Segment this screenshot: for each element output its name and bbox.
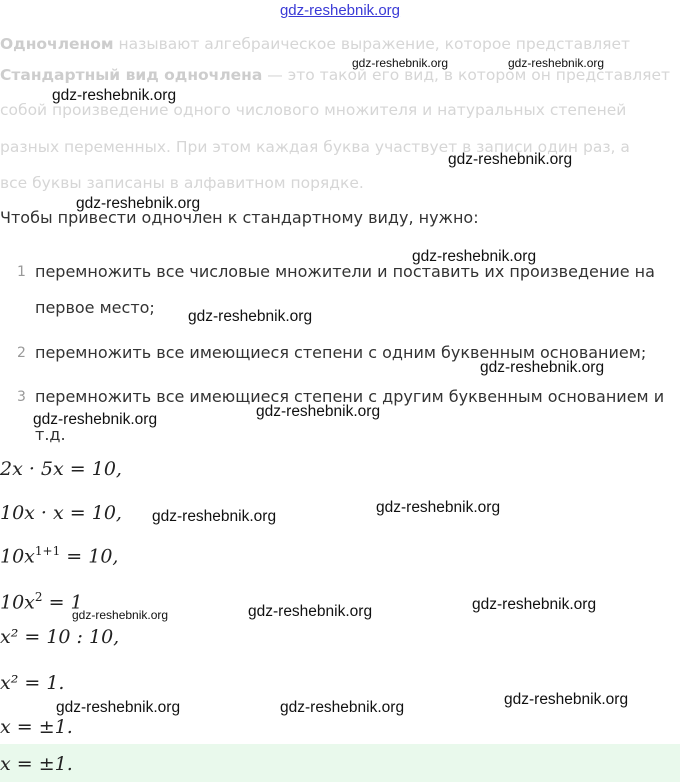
watermark: gdz-reshebnik.org <box>376 499 501 516</box>
math-line-4: $10x^2 = 1$ <box>0 590 83 614</box>
watermark: gdz-reshebnik.org <box>412 248 537 265</box>
watermark: gdz-reshebnik.org <box>76 195 201 212</box>
watermark: gdz-reshebnik.org <box>352 56 449 70</box>
step-3-text: перемножить все имеющиеся степени с другим буквенным основанием и <box>35 387 665 406</box>
watermark: gdz-reshebnik.org <box>248 603 373 620</box>
watermark: gdz-reshebnik.org <box>72 608 169 622</box>
math-line-7: x = ±1. <box>0 716 73 738</box>
definition-line-2: Стандартный вид одночлена — это такой его вид, в котором он представляет <box>0 66 671 84</box>
intro-text: Чтобы привести одночлен к стандартному виду, нужно: <box>0 208 479 227</box>
step-1-text: перемножить все числовые множители и поставить их произведение на <box>35 262 655 281</box>
watermark: gdz-reshebnik.org <box>280 699 405 716</box>
step-2-number: 2 <box>17 345 26 361</box>
math-line-5: x² = 10 : 10, <box>0 626 120 648</box>
answer-text: x = ±1. <box>0 753 73 775</box>
definition-line-4: разных переменных. При этом каждая буква участвует в записи один раз, а <box>0 138 630 156</box>
definition-line-5: все буквы записаны в алфавитном порядке. <box>0 174 364 192</box>
definition-line-3: собой произведение одного числового множителя и натуральных степеней <box>0 101 627 119</box>
watermark: gdz-reshebnik.org <box>33 411 158 428</box>
watermark: gdz-reshebnik.org <box>472 596 597 613</box>
watermark: gdz-reshebnik.org <box>504 691 629 708</box>
math-line-3: $10x^{1+1} = 10$, <box>0 544 119 568</box>
watermark: gdz-reshebnik.org <box>52 87 177 104</box>
step-1-number: 1 <box>17 264 26 280</box>
step-3-text-cont: т.д. <box>35 425 66 444</box>
watermark: gdz-reshebnik.org <box>480 359 605 376</box>
answer-box <box>0 744 680 782</box>
watermark: gdz-reshebnik.org <box>188 308 313 325</box>
watermark: gdz-reshebnik.org <box>256 403 381 420</box>
definition-line-1: Одночленом называют алгебраическое выражение, которое представляет <box>0 35 631 53</box>
math-line-6: x² = 1. <box>0 672 65 694</box>
watermark: gdz-reshebnik.org <box>448 151 573 168</box>
step-3-number: 3 <box>17 389 26 405</box>
watermark: gdz-reshebnik.org <box>56 699 181 716</box>
site-header-link[interactable]: gdz-reshebnik.org <box>279 2 401 19</box>
watermark: gdz-reshebnik.org <box>508 56 605 70</box>
math-line-1: 2x · 5x = 10, <box>0 458 122 480</box>
step-1-text-cont: первое место; <box>35 298 155 317</box>
watermark: gdz-reshebnik.org <box>152 508 277 525</box>
math-line-2: 10x · x = 10, <box>0 502 122 524</box>
step-2-text: перемножить все имеющиеся степени с одним буквенным основанием; <box>35 343 647 362</box>
